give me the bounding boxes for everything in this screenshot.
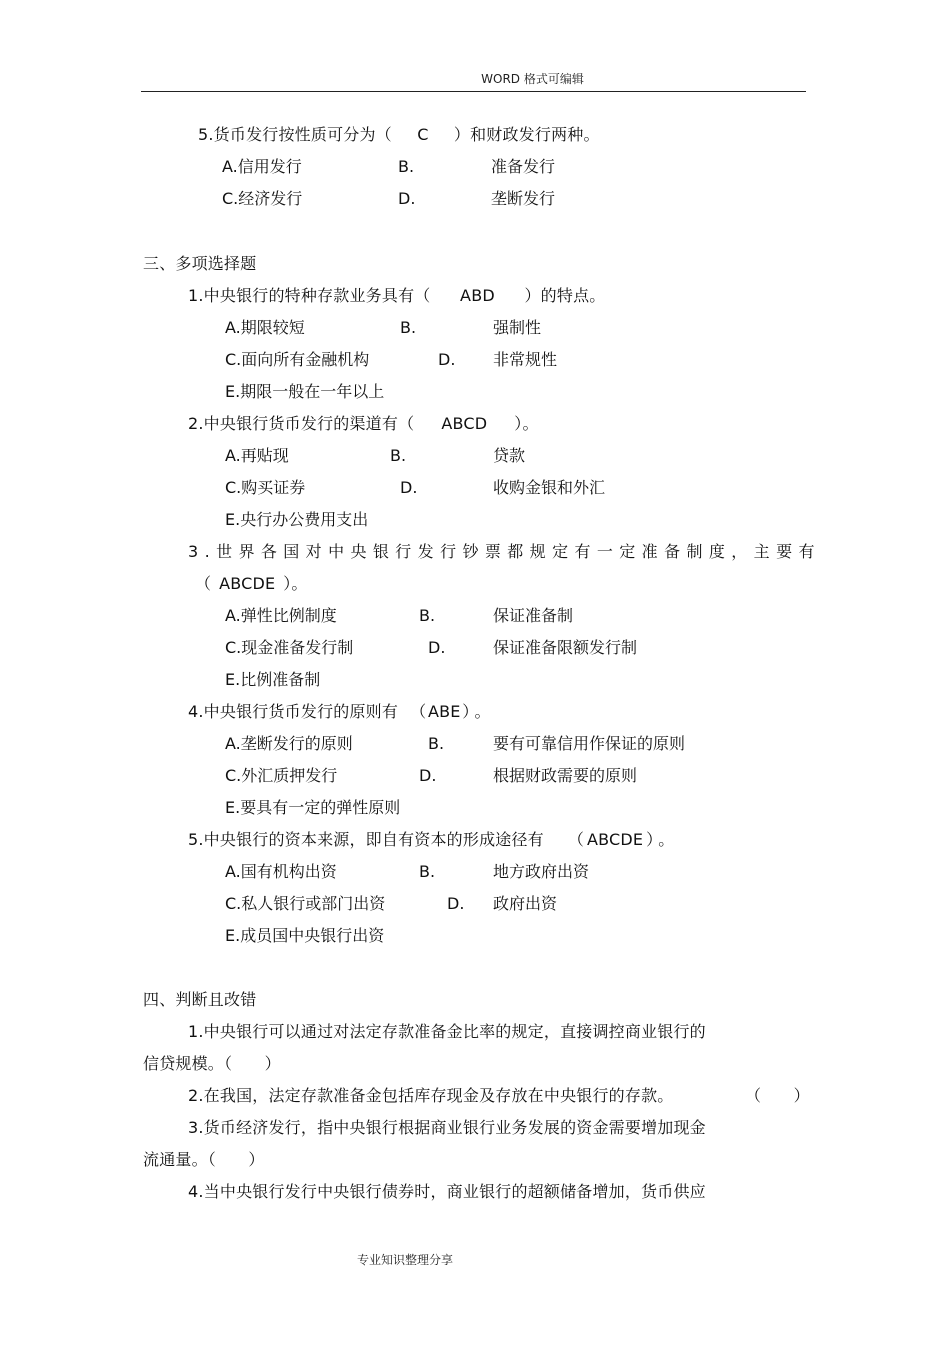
- option-c: C.经济发行: [222, 189, 303, 208]
- tf-q2-paren: （ ）: [745, 1086, 810, 1105]
- option-d-letter: D.: [400, 478, 418, 497]
- option-c: C.外汇质押发行: [225, 766, 338, 785]
- option-b: 保证准备制: [493, 606, 574, 625]
- multi-q2-stem: 2.中央银行货币发行的渠道有（ ABCD ）。: [188, 414, 539, 433]
- option-b-letter: B.: [398, 157, 415, 176]
- option-c: C.购买证券: [225, 478, 306, 497]
- option-e: E.要具有一定的弹性原则: [225, 798, 401, 817]
- option-a: A.再贴现: [225, 446, 289, 465]
- option-b-letter: B.: [400, 318, 417, 337]
- option-b-letter: B.: [419, 606, 436, 625]
- option-a: A.垄断发行的原则: [225, 734, 353, 753]
- option-c: C.现金准备发行制: [225, 638, 354, 657]
- option-d: 垄断发行: [491, 189, 556, 208]
- answer: C: [417, 125, 429, 144]
- option-b-letter: B.: [419, 862, 436, 881]
- answer: ABE: [427, 702, 461, 721]
- tf-q3-line2: 流通量。（ ）: [143, 1150, 265, 1169]
- option-b: 准备发行: [491, 157, 556, 176]
- option-d: 政府出资: [493, 894, 558, 913]
- option-d-letter: D.: [398, 189, 416, 208]
- answer: ABCDE: [219, 574, 276, 593]
- header-text: WORD 格式可编辑: [481, 72, 584, 86]
- option-b: 强制性: [493, 318, 542, 337]
- option-a: A.弹性比例制度: [225, 606, 337, 625]
- option-e: E.成员国中央银行出资: [225, 926, 385, 945]
- option-d-letter: D.: [438, 350, 456, 369]
- section-title-multiple-choice: 三、多项选择题: [143, 254, 257, 273]
- option-e: E.比例准备制: [225, 670, 321, 689]
- option-d: 收购金银和外汇: [493, 478, 606, 497]
- page-header: [0, 70, 950, 87]
- header-rule: [141, 91, 806, 92]
- option-e: E.期限一般在一年以上: [225, 382, 385, 401]
- option-c: C.私人银行或部门出资: [225, 894, 386, 913]
- option-b: 贷款: [493, 446, 526, 465]
- option-e: E.央行办公费用支出: [225, 510, 369, 529]
- tf-q1-line2: 信贷规模。（ ）: [143, 1054, 281, 1073]
- option-d: 保证准备限额发行制: [493, 638, 638, 657]
- option-b: 要有可靠信用作保证的原则: [493, 734, 686, 753]
- option-d: 非常规性: [493, 350, 558, 369]
- tf-q4-line1: 4.当中央银行发行中央银行债券时，商业银行的超额储备增加，货币供应: [188, 1182, 706, 1201]
- option-a: A.期限较短: [225, 318, 305, 337]
- page-footer: 专业知识整理分享: [356, 1253, 453, 1267]
- option-d: 根据财政需要的原则: [493, 766, 638, 785]
- multi-q5-stem: 5.中央银行的资本来源，即自有资本的形成途径有 （ ABCDE ） 。: [188, 830, 675, 849]
- tf-q1-line1: 1.中央银行可以通过对法定存款准备金比率的规定，直接调控商业银行的: [188, 1022, 706, 1041]
- option-c: C.面向所有金融机构: [225, 350, 370, 369]
- option-d-letter: D.: [428, 638, 446, 657]
- multi-q4-stem: 4.中央银行货币发行的原则有 （ ABE ） 。: [188, 702, 491, 721]
- single-q5-stem: 5.货币发行按性质可分为（ C ）和财政发行两种。: [198, 125, 600, 144]
- multi-q3-stem-line1: 3.世界各国对中央银行发行钞票都规定有一定准备制度，主要有: [188, 542, 821, 561]
- option-a: A.国有机构出资: [225, 862, 337, 881]
- multi-q3-stem-line2: （ ABCDE ）。: [195, 574, 308, 593]
- option-b: 地方政府出资: [493, 862, 590, 881]
- option-d-letter: D.: [447, 894, 465, 913]
- answer: ABCDE: [586, 830, 644, 849]
- tf-q3-line1: 3.货币经济发行，指中央银行根据商业银行业务发展的资金需要增加现金: [188, 1118, 706, 1137]
- option-b-letter: B.: [390, 446, 407, 465]
- option-d-letter: D.: [419, 766, 437, 785]
- option-b-letter: B.: [428, 734, 445, 753]
- answer: ABD: [460, 286, 495, 305]
- tf-q2: 2.在我国，法定存款准备金包括库存现金及存放在中央银行的存款。: [188, 1086, 674, 1105]
- multi-q1-stem: 1.中央银行的特种存款业务具有（ ABD ）的特点。: [188, 286, 606, 305]
- option-a: A.信用发行: [222, 157, 302, 176]
- answer: ABCD: [441, 414, 488, 433]
- section-title-true-false: 四、判断且改错: [143, 990, 257, 1009]
